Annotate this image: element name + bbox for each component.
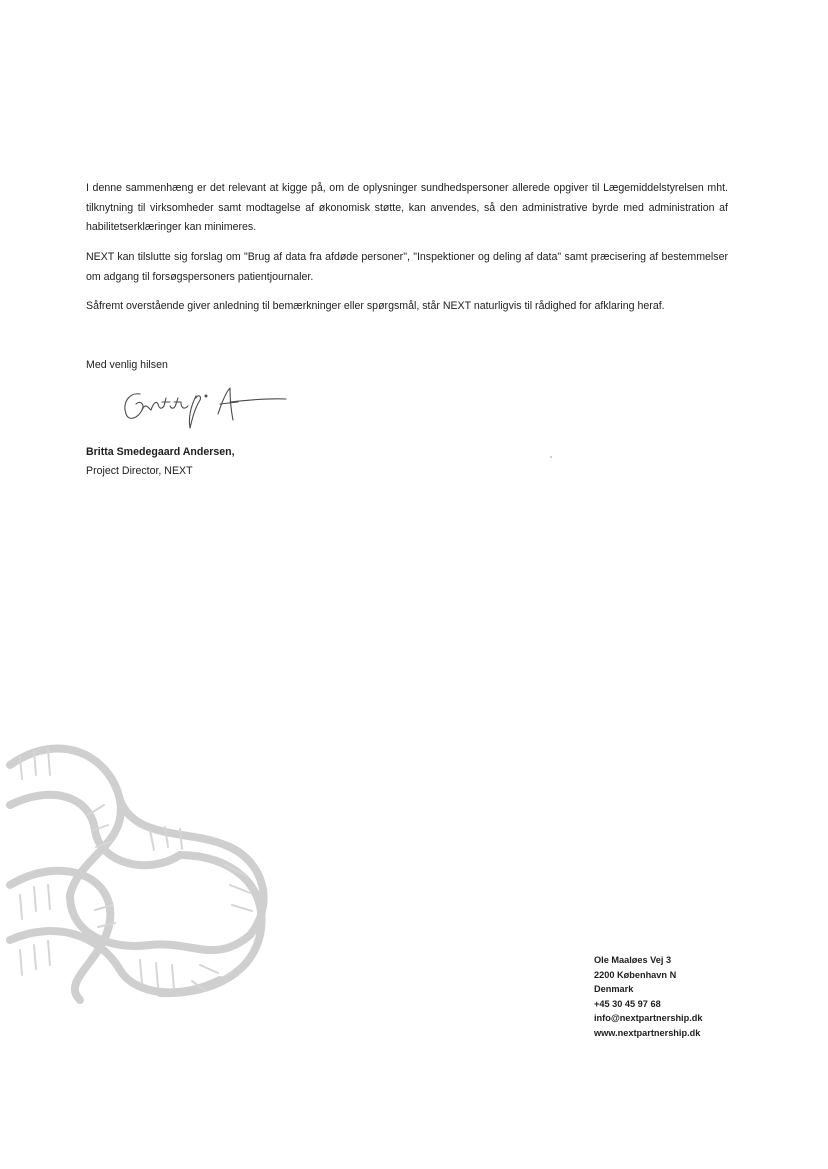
closing-greeting: Med venlig hilsen (86, 359, 168, 371)
address-street: Ole Maaløes Vej 3 (594, 955, 672, 965)
dna-helix-logo-icon (0, 735, 290, 1005)
address-phone: +45 30 45 97 68 (594, 998, 661, 1009)
address-email: info@nextpartnership.dk (594, 1013, 703, 1024)
address-website: www.nextpartnership.dk (594, 1027, 701, 1038)
paragraph-support: NEXT kan tilslutte sig forslag om "Brug af data fra afdøde personer", "Inspektioner og deling af data" samt præcisering af bestemmelser om adgang til forsøgspersoners patientjournaler. (86, 251, 728, 283)
signer-name: Britta Smedegaard Andersen, (86, 446, 235, 458)
signer-title: Project Director, NEXT (86, 465, 193, 477)
address-city: 2200 København N (594, 969, 677, 980)
handwritten-signature (118, 380, 288, 432)
scan-speck (550, 456, 552, 458)
address-country: Denmark (594, 984, 634, 995)
paragraph-relevance: I denne sammenhæng er det relevant at kigge på, om de oplysninger sundhedspersoner allerede opgiver til Lægemiddelstyrelsen mht. tilknytning til virksomheder samt modtagelse af økonomisk støtte, kan anvendes, så den administrative byrde med administration af habilitetserklæringer kan minimeres. (86, 182, 728, 233)
paragraph-contact: Såfremt overstående giver anledning til bemærkninger eller spørgsmål, står NEXT naturligvis til rådighed for afklaring heraf. (86, 300, 665, 312)
company-address (594, 953, 703, 1041)
